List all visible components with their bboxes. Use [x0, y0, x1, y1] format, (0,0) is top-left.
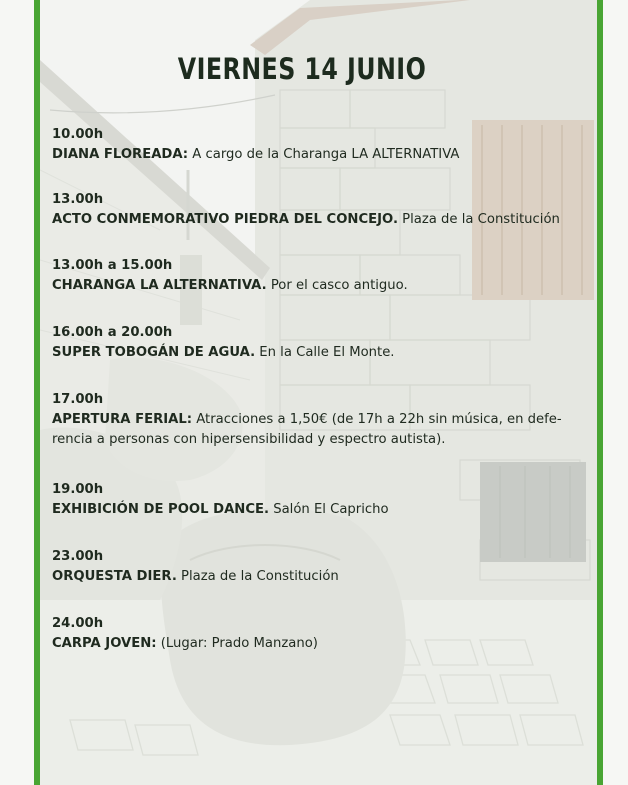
event-item: [52, 190, 592, 230]
event-name: ACTO CONMEMORATIVO PIEDRA DEL CONCEJO.: [52, 212, 398, 227]
event-description: Salón El Capricho: [269, 502, 389, 517]
event-description: A cargo de la Charanga LA ALTERNATIVA: [188, 147, 460, 162]
left-margin: [0, 0, 34, 785]
event-time: 13.00h: [52, 192, 104, 207]
event-name: CARPA JOVEN:: [52, 636, 157, 651]
event-name: DIANA FLOREADA:: [52, 147, 189, 162]
event-name: EXHIBICIÓN DE POOL DANCE.: [52, 502, 270, 517]
event-item: [52, 256, 592, 296]
event-time: 17.00h: [52, 392, 104, 407]
event-item: [52, 547, 592, 587]
event-name: ORQUESTA DIER.: [52, 569, 177, 584]
event-time: 24.00h: [52, 616, 104, 631]
event-description: Plaza de la Constitución: [397, 212, 560, 227]
schedule-content: [52, 0, 592, 785]
event-item: [52, 323, 592, 363]
event-time: 10.00h: [52, 127, 104, 142]
event-time: 13.00h a 15.00h: [52, 258, 173, 273]
right-green-border: [597, 0, 603, 785]
event-description: Plaza de la Constitución: [176, 569, 339, 584]
event-description: En la Calle El Monte.: [255, 345, 395, 360]
event-item: [52, 614, 592, 654]
event-description: (Lugar: Prado Manzano): [156, 636, 318, 651]
event-time: 16.00h a 20.00h: [52, 325, 173, 340]
event-description: Atracciones a 1,50€ (de 17h a 22h sin música, en defe-: [192, 412, 562, 427]
event-item: [52, 480, 592, 520]
page-title: VIERNES 14 JUNIO: [177, 52, 427, 86]
event-name: CHARANGA LA ALTERNATIVA.: [52, 278, 267, 293]
event-item: [52, 125, 592, 165]
event-name: SUPER TOBOGÁN DE AGUA.: [52, 345, 256, 360]
event-description: Por el casco antiguo.: [266, 278, 408, 293]
event-item: [52, 390, 592, 450]
event-name: APERTURA FERIAL:: [52, 412, 193, 427]
event-time: 19.00h: [52, 482, 104, 497]
event-time: 23.00h: [52, 549, 104, 564]
event-description-continued: rencia a personas con hipersensibilidad y espectro autista).: [52, 432, 446, 447]
right-margin: [603, 0, 628, 785]
